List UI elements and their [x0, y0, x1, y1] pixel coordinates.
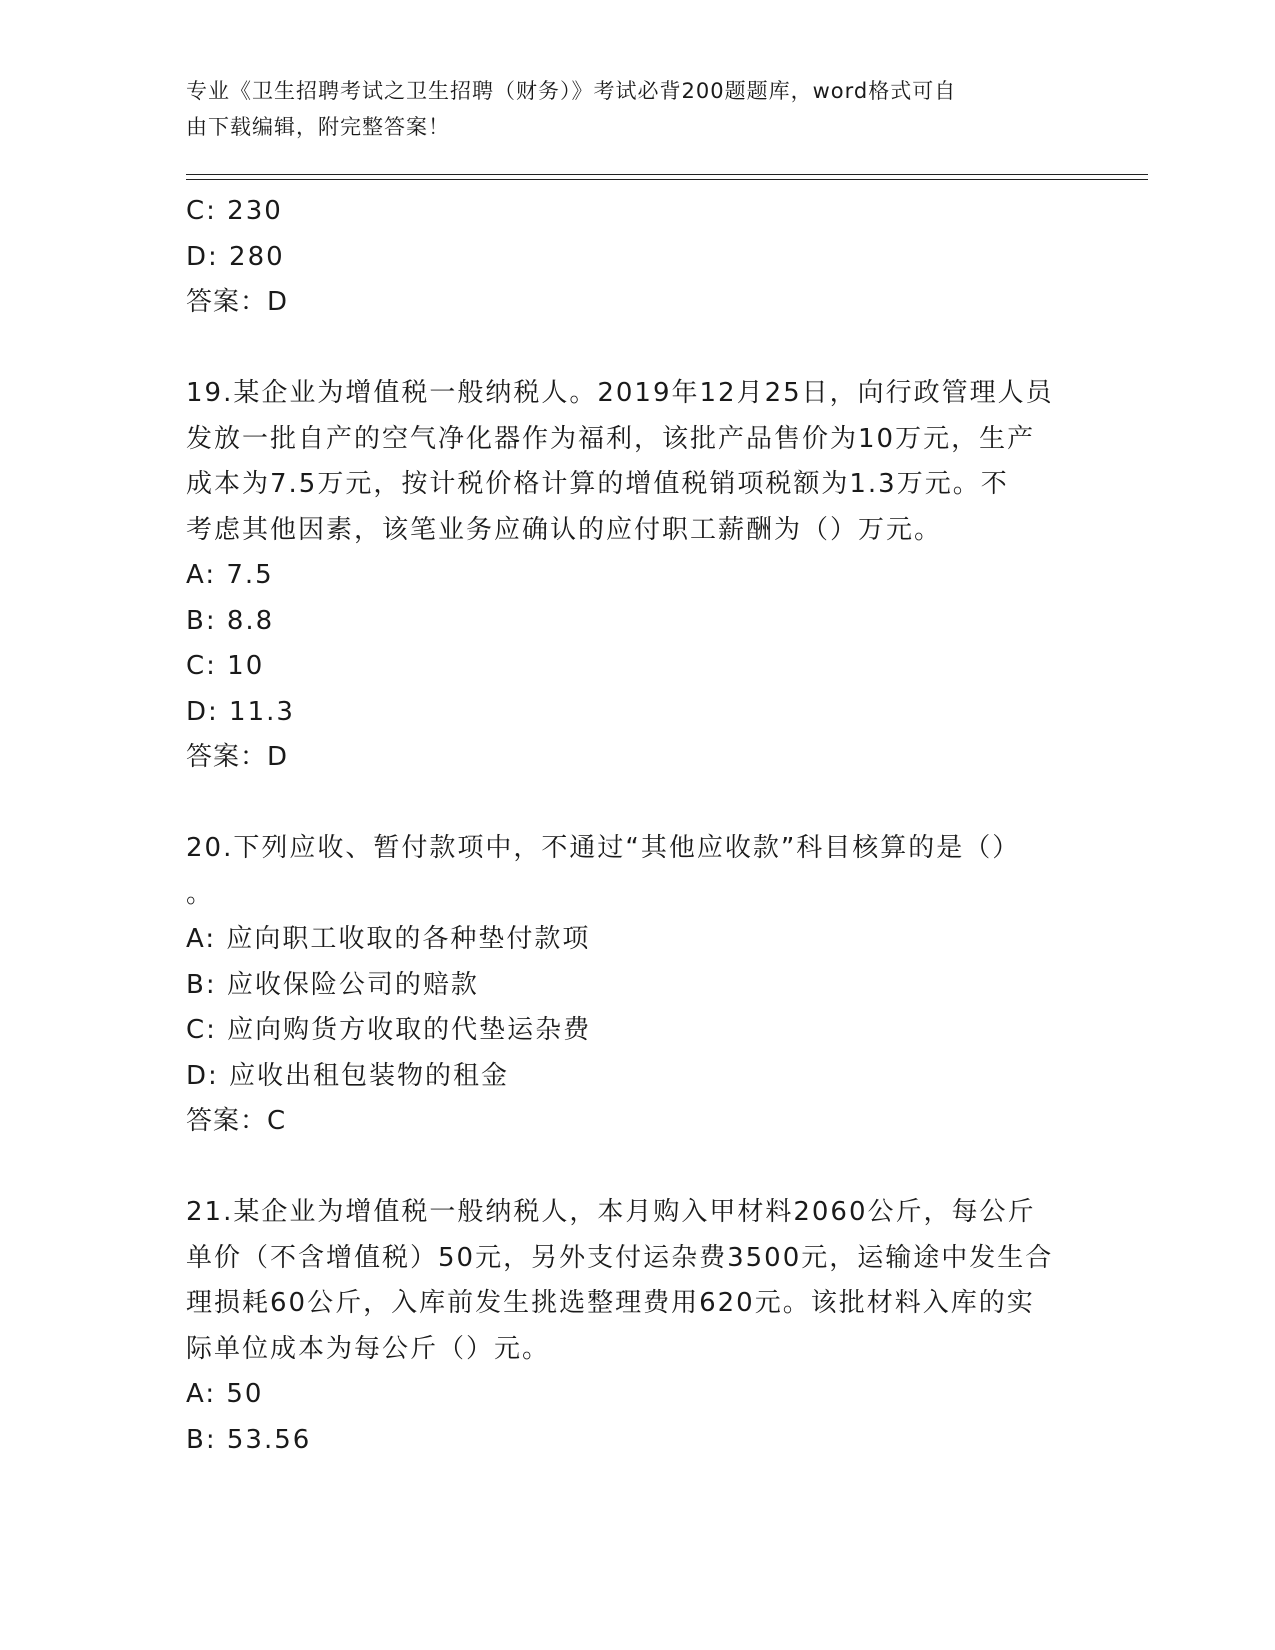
question-stem-line: 考虑其他因素，该笔业务应确认的应付职工薪酬为（）万元。: [186, 514, 943, 545]
question-stem-line: 19.某企业为增值税一般纳税人。2019年12月25日，向行政管理人员: [186, 378, 1054, 408]
answer: 答案：D: [186, 287, 289, 317]
option-c: C: 230: [186, 196, 283, 226]
option-c: C: 应向购货方收取的代垫运杂费: [186, 1015, 592, 1045]
question-stem-line: 际单位成本为每公斤（）元。: [186, 1333, 551, 1364]
question-stem-line: 21.某企业为增值税一般纳税人，本月购入甲材料2060公斤，每公斤: [186, 1197, 1036, 1227]
question-stem-line: 。: [186, 878, 215, 909]
question-19: [186, 371, 1086, 781]
question-stem-line: 单价（不含增值税）50元，另外支付运杂费3500元，运输途中发生合: [186, 1242, 1054, 1273]
option-c: C: 10: [186, 651, 265, 681]
option-d: D: 11.3: [186, 696, 295, 727]
option-a: A: 应向职工收取的各种垫付款项: [186, 924, 591, 954]
option-a: A: 7.5: [186, 560, 274, 590]
document-body: [186, 189, 1086, 1463]
spacer: [186, 326, 1086, 372]
answer: 答案：D: [186, 742, 289, 772]
option-d: D: 280: [186, 241, 285, 272]
question-stem-line: 成本为7.5万元，按计税价格计算的增值税销项税额为1.3万元。不: [186, 469, 1009, 499]
header-rule-top: [186, 174, 1148, 175]
option-b: B: 应收保险公司的赔款: [186, 969, 479, 1000]
question-stem-line: 发放一批自产的空气净化器作为福利，该批产品售价为10万元，生产: [186, 423, 1036, 454]
option-d: D: 应收出租包装物的租金: [186, 1060, 510, 1091]
question-stem-line: 理损耗60公斤，入库前发生挑选整理费用620元。该批材料入库的实: [186, 1288, 1035, 1318]
header-line-1: 专业《卫生招聘考试之卫生招聘（财务）》考试必背200题题库，word格式可自: [186, 79, 957, 103]
header-rule-bottom: [186, 179, 1148, 180]
question-20: [186, 826, 1086, 1145]
answer: 答案：C: [186, 1106, 287, 1136]
option-a: A: 50: [186, 1379, 264, 1409]
option-b: B: 8.8: [186, 605, 275, 636]
question-21: [186, 1190, 1086, 1463]
header-line-2: 由下载编辑，附完整答案！: [186, 115, 450, 139]
question-stem-line: 20.下列应收、暂付款项中，不通过“其他应收款”科目核算的是（）: [186, 833, 1021, 863]
spacer: [186, 1145, 1086, 1191]
page-header: [186, 73, 1066, 145]
spacer: [186, 781, 1086, 827]
question-18-tail: [186, 189, 1086, 326]
option-b: B: 53.56: [186, 1424, 312, 1455]
